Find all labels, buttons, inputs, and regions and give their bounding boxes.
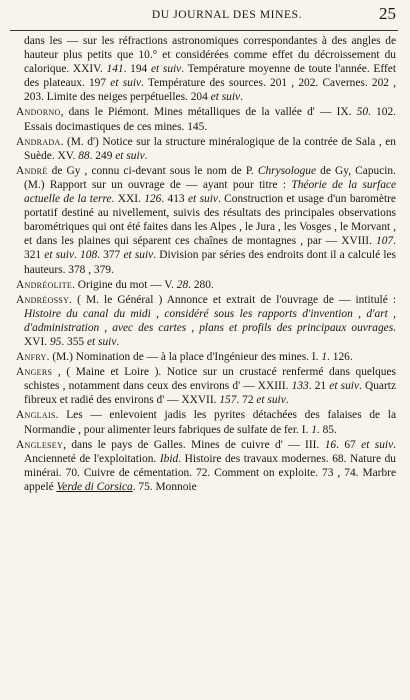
entry-text: . [116, 335, 120, 348]
header-rule [10, 30, 398, 31]
entry-text: Chrysologue [257, 164, 317, 177]
entry-text: 16 [324, 438, 337, 451]
entry-text: et suiv [256, 394, 286, 407]
entry-text: de Gy, Capucin. (M.) Rapport sur un ouvrage de — ayant pour titre : [24, 164, 396, 191]
entry-text: . Origine du mot — V. [72, 278, 177, 291]
entry-text: . 102. Essais docimastiques de ces mines. 145. [24, 106, 396, 133]
entry-text: Ibid [159, 452, 179, 465]
entry-text: 107 [376, 235, 394, 248]
index-entry [16, 438, 396, 494]
index-entry [16, 135, 396, 163]
index-entry [16, 293, 396, 349]
entry-text: . Histoire des travaux modernes. 68. Nature du minérai. 70. Cuivre de cémentation. 72. Comment on exploite. 73 , 74. Marbre appelé [24, 452, 396, 493]
entry-text: Verde di Corsica [56, 480, 133, 493]
index-entry [16, 350, 396, 364]
entry-text: Théorie de la surface actuelle de la terre [24, 178, 397, 206]
entry-text: 1 [321, 351, 328, 364]
entry-text: . 377 [97, 249, 124, 262]
entry-text: . 280. [188, 278, 214, 291]
index-entry [16, 164, 396, 277]
entry-text: et suiv [188, 193, 218, 206]
index-entry [16, 365, 396, 407]
entry-text: et suiv [123, 249, 154, 262]
entry-text: 50 [356, 106, 369, 119]
entry-text: 126 [144, 193, 162, 206]
index-entries [16, 34, 396, 494]
entry-text: . Température des sources. 201 , 202. Cavernes. 202 , 203. Limite des neiges perpétuelles. 204 [24, 77, 396, 104]
running-head: DU JOURNAL DES MINES. [151, 9, 303, 21]
entry-text: 141 [106, 63, 124, 76]
entry-text: 1 [311, 423, 317, 436]
entry-text: . 72 [236, 394, 257, 407]
index-entry [16, 278, 396, 292]
entry-text: . [74, 249, 81, 262]
entry-headword: Anfry [16, 351, 47, 364]
entry-text: . 194 [123, 63, 151, 76]
index-entry [16, 408, 396, 436]
entry-text: . 413 [161, 193, 188, 206]
entry-text: 108 [80, 249, 98, 262]
entry-text: , dans le Piémont. Mines métalliques de la vallée d' — IX. [60, 106, 357, 119]
entry-headword: Andrada [16, 135, 61, 148]
entry-text: 133 [291, 380, 309, 393]
entry-text: . [285, 394, 289, 407]
entry-text: et suiv [361, 438, 394, 451]
entry-headword: Angers [16, 366, 53, 379]
entry-text: et suiv [210, 91, 241, 104]
entry-headword: Anglais [16, 409, 56, 422]
entry-text: . ( M. le Général ) Annonce et extrait de l'ouvrage de — intitulé : [69, 293, 396, 306]
entry-text: . XVI. [24, 321, 396, 348]
entry-text: , ( Maine et Loire ). Notice sur un crustacé renfermé dans quelques schistes , notamment dans ceux des environs d' — XXIII. [24, 366, 396, 393]
entry-text: . Les — enlevoient jadis les pyrites détachées des falaises de la Normandie , pour alimenter leurs fabriques de sulfate de fer. I. [24, 409, 396, 436]
entry-text: . [144, 149, 148, 162]
entry-headword: Andorno [16, 106, 61, 119]
entry-text: . 85. [316, 423, 337, 436]
entry-text: . 249 [89, 149, 116, 162]
entry-text: . 67 [336, 438, 362, 451]
entry-headword: André [16, 164, 48, 177]
entry-text: , dans le pays de Galles. Mines de cuivre d' — III. [63, 438, 325, 451]
entry-text: et suiv [329, 380, 360, 393]
entry-text: . 21 [308, 380, 330, 393]
entry-headword: Andréossy [16, 293, 70, 306]
entry-text: et suiv [44, 249, 75, 262]
entry-text: dans les — sur les réfractions astronomiques correspondantes à des angles de hauteur plus petits que 10.° et considérées comme effet du décroissement du calorique. XXIV. [24, 35, 396, 76]
entry-text: . Ancienneté de l'exploitation. [24, 438, 397, 465]
entry-text: . (M.) Nomination de — à la place d'Ingénieur des mines. I. [46, 351, 322, 364]
entry-text: . (M. d') Notice sur la structure minéralogique de la contrée de Sala , en Suède. XV. [24, 135, 396, 162]
entry-text: de Gy , connu ci-devant sous le nom de P. [47, 164, 258, 177]
entry-text: . Quartz fibreux et radié des environs d' — XXVII. [24, 380, 397, 407]
entry-text: . Construction et usage d'un baromètre portatif destiné au nivellement, suivis des résultats des principales observations barométriques qui ont été faites dans les Alpes , le Jura , les Vosges , le Morvant , et dans les plaines qui séparent ces chaînes de montagnes , par — XVIII. [24, 193, 396, 248]
entry-text: et suiv [86, 335, 117, 348]
entry-text: . Division par séries des endroits dont il a calculé les hauteurs. 378 , 379. [24, 249, 396, 276]
page-number: 25 [379, 4, 396, 23]
entry-text: . 355 [61, 335, 87, 348]
entry-text: 88 [78, 149, 90, 162]
index-entry [16, 105, 396, 133]
entry-text: . 126. [327, 351, 353, 364]
index-entry [16, 34, 396, 104]
entry-text: . XXI. [111, 193, 145, 206]
entry-text: 157 [219, 394, 237, 407]
entry-text: . Température moyenne de toute l'année. Effet des plateaux. 197 [24, 63, 396, 90]
entry-text: Histoire du canal du midi , considéré sous les rapports d'invention , d'art , d'administration , avec des cartes , plans et profils des principaux ouvrages [24, 307, 396, 334]
entry-text: . 75. Monnoie [132, 480, 197, 493]
page-header [0, 6, 410, 32]
entry-text: 95 [49, 335, 62, 348]
entry-headword: Anglesey [16, 438, 64, 451]
entry-text: et suiv [115, 149, 145, 162]
entry-text: et suiv [150, 63, 182, 76]
entry-text: et suiv [110, 77, 142, 90]
entry-headword: Andréolite [16, 278, 73, 291]
entry-text: . 321 [24, 235, 396, 262]
entry-text: . [240, 91, 243, 104]
entry-text: 28 [176, 278, 189, 291]
